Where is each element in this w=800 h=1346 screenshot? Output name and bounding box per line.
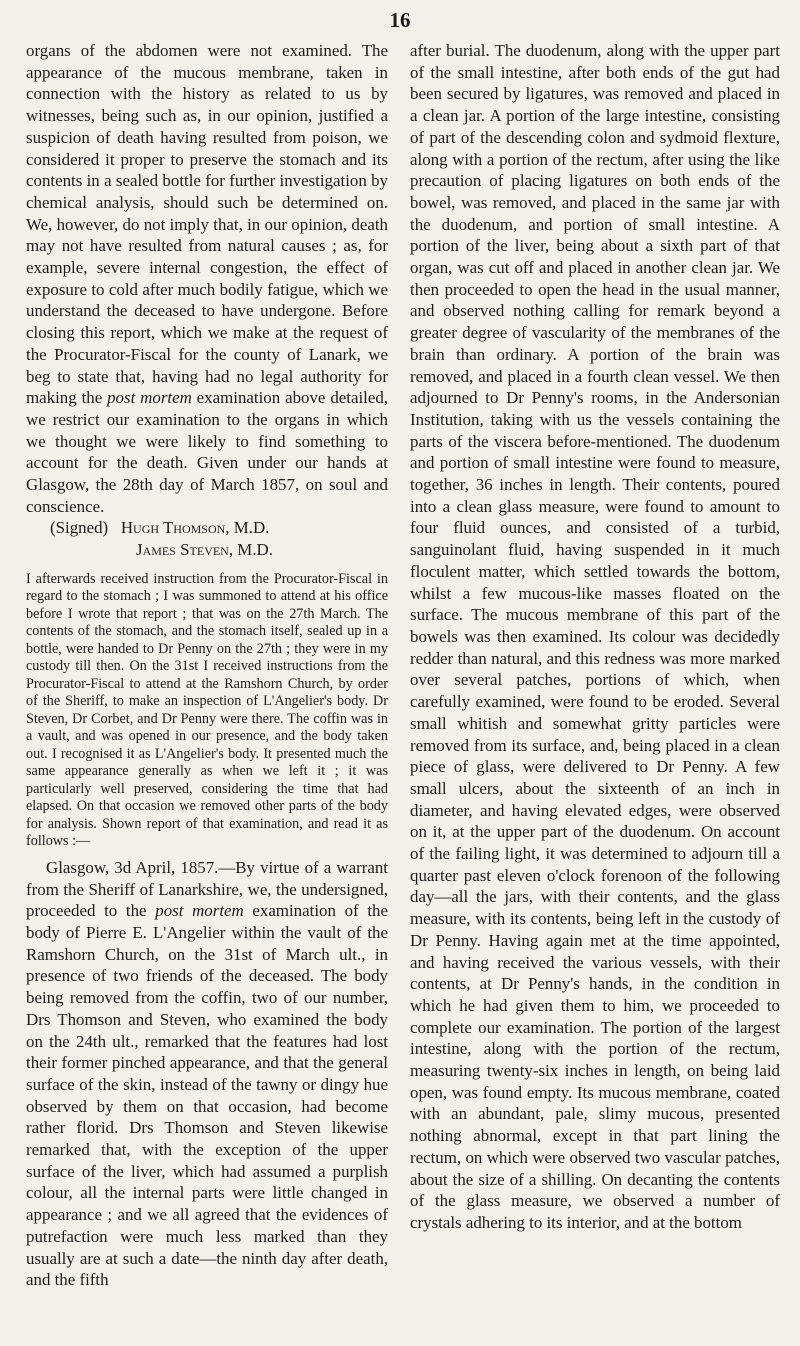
report-text-part-1: organs of the abdomen were not examined. The appearance of the mucous membrane, taken in connection with the history as related to us by witnesses, being such as, in our opinion, justified a suspicion of death having resulted from poison, we considered it proper to preserve the stomach and its contents in a sealed bottle for further investigation by chemical analysis, should such be determined on. We, however, do not imply that, in our opinion, death may not have resulted from natural causes ; as, for example, severe internal congestion, the effect of exposure to cold after much bodily fatigue, which we understand the deceased to have undergone. Before closing this report, which we make at the request of the Procurator-Fiscal for the county of Lanark, we beg to state that, having had no legal authority for making the <box>26 41 388 408</box>
report-italic-phrase: post mortem <box>107 388 192 408</box>
right-column-paragraph: after burial. The duodenum, along with the upper part of the small intestine, after both ends of the gut had been secured by ligatures, was removed and placed in a clean jar. A portion of the large intestine, consisting of part of the descending colon and sydmoid flexture, along with a portion of the rectum, after using the like precaution of placing ligatures on both ends of the bowel, was removed, and placed in the same jar with the duodenum, and portion of small intestine. A portion of the liver, being about a sixth part of that organ, was cut off and placed in another clean jar. We then proceeded to open the head in the usual manner, and observed nothing calling for remark beyond a greater degree of vascularity of the membranes of the brain than ordinary. A portion of the brain was removed, and placed in a fourth clean vessel. We then adjourned to Dr Penny's rooms, in the Andersonian Institution, taking with us the vessels containing the parts of the viscera before-mentioned. The duodenum and portion of small intestine were found to measure, together, 36 inches in length. Their contents, poured into a clean glass measure, were found to amount to four fluid ounces, and consisted of a turbid, sanguinolant fluid, having suspended in it much floculent matter, which settled towards the bottom, whilst a few mucous-like masses floated on the surface. The mucous membrane of this part of the bowels was then examined. Its colour was decidedly redder than natural, and this redness was more marked over several patches, portions of which, when carefully examined, were found to be eroded. Several small whitish and somewhat gritty particles were removed from its surface, and, being placed in a clean piece of glass, were delivered to Dr Penny. A few small ulcers, about the sixteenth of an inch in diameter, and having elevated edges, were observed on it, at the upper part of the duodenum. On account of the failing light, it was determined to adjourn till a quarter past eleven o'clock forenoon of the following day—all the jars, with their contents, and the glass measure, with its contents, being left in the custody of Dr Penny. Having again met at the time appointed, and having received the various vessels, with their contents, at Dr Penny's hands, in the condition in which he had given them to him, we proceeded to complete our examination. The portion of the largest intestine, along with the portion of the rectum, measuring twenty-six inches in length, on being laid open, was found empty. Its mucous membrane, coated with an abundant, pale, slimy mucous, presented nothing abnormal, except in that part lining the rectum, on which were observed two vascular patches, about the size of a shilling. On decanting the contents of the glass measure, we observed a number of crystals adhering to its interior, and at the bottom <box>410 41 780 1232</box>
second-report-paragraph <box>26 857 388 1291</box>
signature-line-1 <box>26 517 388 539</box>
report-paragraph <box>26 40 388 517</box>
signer-1: Hugh Thomson, M.D. <box>120 518 270 538</box>
right-column <box>410 40 780 1234</box>
signature-block <box>26 517 388 560</box>
left-column <box>26 40 388 1291</box>
signed-label: (Signed) <box>50 518 109 538</box>
second-report-text-part-1: Glasgow, 3d April, 1857.—By virtue of a warrant from the Sheriff of Lanarkshire, we, the undersigned, proceeded to the <box>26 857 388 921</box>
report-text-part-2: examination above detailed, we restrict our examination to the organs in which we thought we were likely to find something to account for the death. Given under our hands at Glasgow, the 28th day of March 1857, on soul and conscience. <box>26 388 388 516</box>
second-report-italic-phrase: post mortem <box>155 901 244 921</box>
page-number: 16 <box>389 8 411 32</box>
second-report-text-part-2: examination of the body of Pierre E. L'Angelier within the vault of the Ramshorn Church, on the 31st of March ult., in presence of two friends of the deceased. The body being removed from the coffin, two of our number, Drs Thomson and Steven, who examined the body on the 24th ult., remarked that the features had lost their former pinched appearance, and that the general surface of the skin, instead of the tawny or dingy hue observed by them on that occasion, had become rather florid. Drs Thomson and Steven likewise remarked that, with the exception of the upper surface of the liver, which had assumed a purplish colour, all the internal parts were little changed in appearance ; and we all agreed that the evidences of putrefaction were much less marked than they usually are at such a date—the ninth day after death, and the fifth <box>26 901 388 1290</box>
testimony-note: I afterwards received instruction from the Procurator-Fiscal in regard to the stomach ; I was summoned to attend at his office before I wrote that report ; that was on the 27th March. The contents of the stomach, and the stomach itself, sealed up in a bottle, were handed to Dr Penny on the 27th ; they were in my custody till then. On the 31st I received instructions from the Procurator-Fiscal to attend at the Ramshorn Church, by order of the Sheriff, to make an inspection of L'Angelier's body. Dr Steven, Dr Corbet, and Dr Penny were there. The coffin was in a vault, and was opened in our presence, and the body taken out. I recognised it as L'Angelier's body. It presented much the same appearance generally as when we left it ; it was particularly well preserved, considering the time that had elapsed. On that occasion we removed other parts of the body for analysis. Shown report of that examination, and read it as follows :— <box>26 570 388 850</box>
signer-2: James Steven, M.D. <box>136 540 273 560</box>
